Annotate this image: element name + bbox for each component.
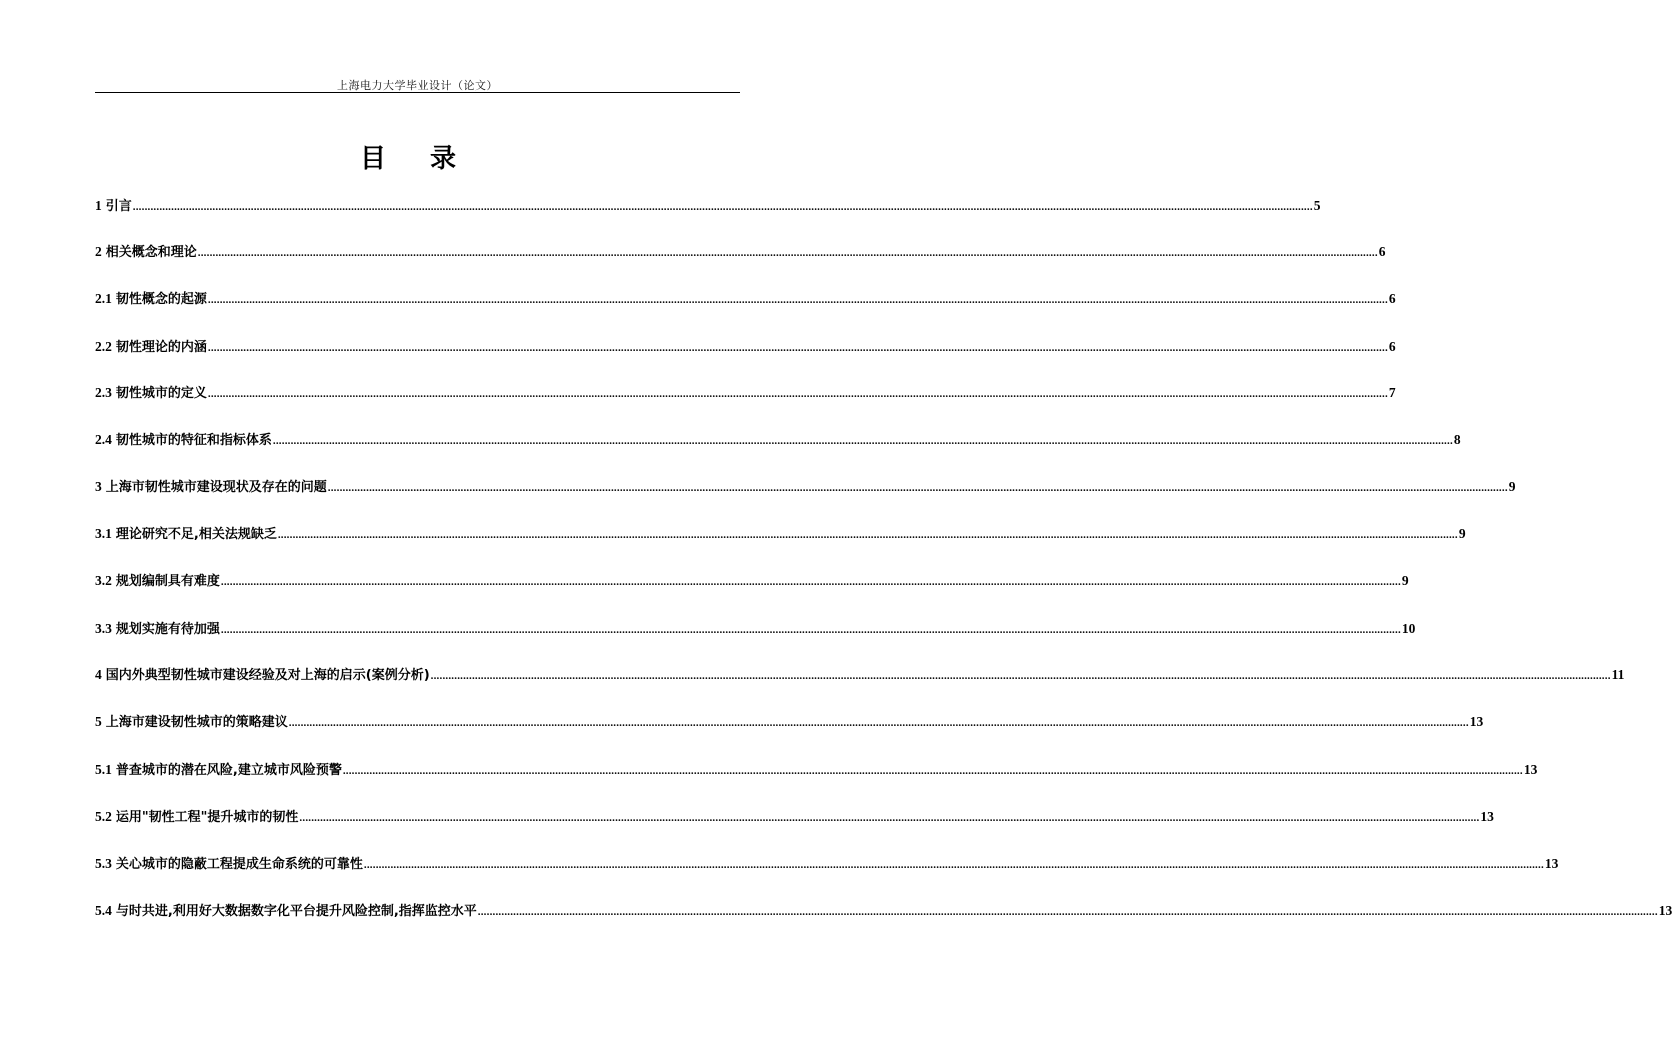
toc-entry-number: 4 — [95, 667, 102, 682]
toc-dot-leader: ................................................................................................................................................................................................................................................................................................................................................................................................................ — [430, 670, 1611, 682]
toc-dot-leader: ................................................................................................................................................................................................................................................................................................................................................................................................................ — [327, 482, 1508, 494]
toc-entry-page: 13 — [1480, 809, 1494, 824]
toc-dot-leader: ................................................................................................................................................................................................................................................................................................................................................................................................................ — [132, 201, 1313, 213]
toc-entry[interactable] — [95, 241, 1386, 260]
toc-dot-leader: ................................................................................................................................................................................................................................................................................................................................................................................................................ — [207, 294, 1388, 306]
toc-entry[interactable] — [95, 382, 1396, 401]
toc-entry-page: 9 — [1401, 573, 1409, 588]
toc-entry[interactable] — [95, 195, 1321, 214]
page-header: 上海电力大学毕业设计（论文） — [337, 79, 498, 92]
toc-entry-title: 与时共进,利用好大数据数字化平台提升风险控制,指挥监控水平 — [115, 904, 477, 919]
toc-entry-number: 2 — [95, 244, 102, 259]
toc-entry-title: 引言 — [105, 199, 132, 214]
toc-entry-page: 13 — [1544, 856, 1559, 871]
toc-dot-leader: ................................................................................................................................................................................................................................................................................................................................................................................................................ — [342, 765, 1523, 777]
toc-dot-leader: ................................................................................................................................................................................................................................................................................................................................................................................................................ — [277, 529, 1458, 541]
toc-entry-page: 13 — [1523, 762, 1538, 777]
toc-entry-page: 6 — [1378, 244, 1386, 259]
toc-entry[interactable] — [95, 523, 1466, 542]
toc-entry[interactable] — [95, 759, 1538, 778]
toc-dot-leader: ................................................................................................................................................................................................................................................................................................................................................................................................................ — [272, 435, 1453, 447]
toc-entry-number: 1 — [95, 198, 102, 213]
toc-dot-leader: ................................................................................................................................................................................................................................................................................................................................................................................................................ — [220, 624, 1401, 636]
toc-entry-title: 韧性城市的特征和指标体系 — [115, 433, 272, 448]
toc-entry-number: 5.1 — [95, 762, 112, 777]
toc-entry[interactable] — [95, 288, 1396, 307]
toc-entry-title: 国内外典型韧性城市建设经验及对上海的启示(案例分析) — [105, 668, 430, 683]
toc-entry[interactable] — [95, 429, 1461, 448]
toc-entry-page: 11 — [1611, 667, 1625, 682]
toc-entry[interactable] — [95, 618, 1416, 637]
toc-entry-title: 运用"韧性工程"提升城市的韧性 — [115, 810, 299, 825]
toc-entry-page: 13 — [1469, 714, 1484, 729]
toc-entry-number: 5.4 — [95, 903, 112, 918]
toc-title-char-1: 目 — [359, 144, 386, 174]
toc-entry[interactable] — [95, 664, 1625, 683]
toc-dot-leader: ................................................................................................................................................................................................................................................................................................................................................................................................................ — [299, 812, 1480, 824]
toc-dot-leader: ................................................................................................................................................................................................................................................................................................................................................................................................................ — [477, 906, 1658, 918]
toc-entry[interactable] — [95, 336, 1396, 355]
toc-entry-page: 9 — [1508, 479, 1516, 494]
toc-entry[interactable] — [95, 853, 1559, 872]
toc-entry-title: 相关概念和理论 — [105, 245, 197, 260]
toc-entry-title: 上海市韧性城市建设现状及存在的问题 — [105, 480, 327, 495]
toc-entry-title: 上海市建设韧性城市的策略建议 — [105, 715, 288, 730]
toc-entry-number: 2.1 — [95, 291, 112, 306]
toc-entry-page: 5 — [1313, 198, 1321, 213]
toc-entry-title: 规划编制具有难度 — [115, 574, 220, 589]
toc-entry-number: 3 — [95, 479, 102, 494]
toc-entry[interactable] — [95, 476, 1516, 495]
toc-entry[interactable] — [95, 806, 1494, 825]
toc-dot-leader: ................................................................................................................................................................................................................................................................................................................................................................................................................ — [288, 717, 1469, 729]
toc-entry-title: 韧性理论的内涵 — [115, 340, 207, 355]
toc-dot-leader: ................................................................................................................................................................................................................................................................................................................................................................................................................ — [363, 859, 1544, 871]
toc-entry-number: 2.4 — [95, 432, 112, 447]
toc-entry-page: 6 — [1388, 339, 1396, 354]
toc-entry-title: 普查城市的潜在风险,建立城市风险预警 — [115, 763, 342, 778]
toc-entry-page: 7 — [1388, 385, 1396, 400]
toc-entry-number: 5 — [95, 714, 102, 729]
table-of-contents — [95, 0, 1672, 1056]
toc-dot-leader: ................................................................................................................................................................................................................................................................................................................................................................................................................ — [197, 247, 1378, 259]
toc-entry[interactable] — [95, 711, 1484, 730]
toc-entry[interactable] — [95, 570, 1409, 589]
toc-entry-page: 13 — [1658, 903, 1672, 918]
toc-dot-leader: ................................................................................................................................................................................................................................................................................................................................................................................................................ — [220, 576, 1401, 588]
toc-entry-page: 8 — [1453, 432, 1461, 447]
toc-entry-number: 2.2 — [95, 339, 112, 354]
toc-dot-leader: ................................................................................................................................................................................................................................................................................................................................................................................................................ — [207, 342, 1388, 354]
toc-entry-title: 规划实施有待加强 — [115, 622, 220, 637]
toc-entry-title: 韧性概念的起源 — [115, 292, 207, 307]
toc-dot-leader: ................................................................................................................................................................................................................................................................................................................................................................................................................ — [207, 388, 1388, 400]
toc-entry-number: 2.3 — [95, 385, 112, 400]
toc-entry-title: 理论研究不足,相关法规缺乏 — [115, 527, 277, 542]
toc-entry-number: 5.2 — [95, 809, 112, 824]
toc-entry[interactable] — [95, 900, 1672, 919]
toc-entry-title: 韧性城市的定义 — [115, 386, 207, 401]
toc-entry-title: 关心城市的隐蔽工程提成生命系统的可靠性 — [115, 857, 363, 872]
toc-entry-page: 9 — [1458, 526, 1466, 541]
toc-entry-page: 10 — [1401, 621, 1416, 636]
toc-title-char-2: 录 — [430, 144, 457, 174]
toc-entry-number: 3.2 — [95, 573, 112, 588]
toc-entry-number: 5.3 — [95, 856, 112, 871]
toc-entry-number: 3.3 — [95, 621, 112, 636]
toc-entry-number: 3.1 — [95, 526, 112, 541]
toc-entry-page: 6 — [1388, 291, 1396, 306]
